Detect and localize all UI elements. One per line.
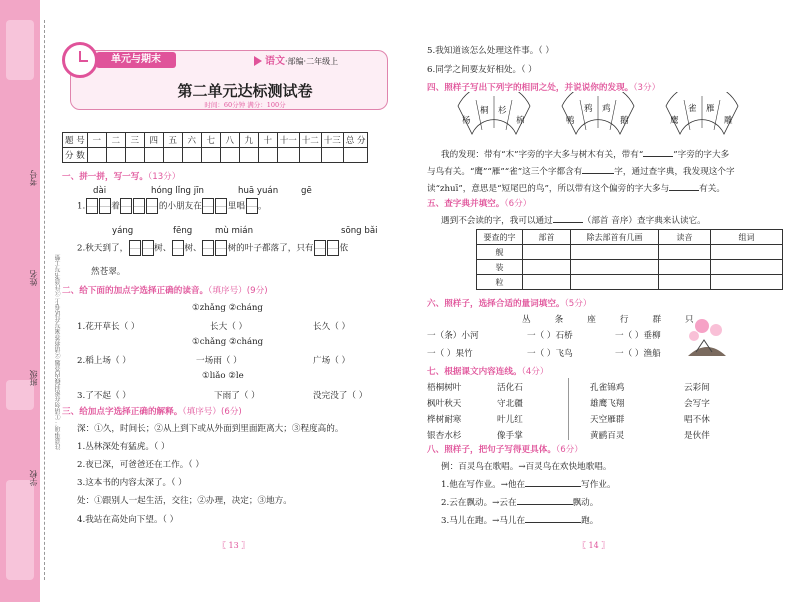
answer-blank[interactable] (669, 190, 699, 191)
s1-question-2-cont: 然苍翠。 (91, 267, 126, 277)
dict-answer-cell[interactable] (523, 275, 571, 290)
s2-item: 广场（ ） (313, 356, 351, 366)
section-1-title: 一、拼一拼，写一写。（13分） (62, 172, 181, 182)
s3-definition-1: 深：①久，时间长；②从上到下或从外面到里面距离大；③程度高的。 (77, 424, 344, 434)
match-item[interactable]: 黄鹂百灵 (590, 431, 625, 441)
score-row-label: 分 数 (63, 148, 88, 163)
dict-header-row (477, 230, 783, 245)
score-cell[interactable] (163, 148, 182, 163)
dict-answer-cell[interactable] (571, 245, 659, 260)
pinyin: dài (93, 186, 107, 196)
s2-options-1: ①zhǎng ②cháng (192, 303, 263, 313)
exam-no-label: 考号 (29, 170, 38, 186)
score-cell[interactable] (299, 148, 321, 163)
binding-strip (0, 0, 40, 602)
match-item[interactable]: 云彩间 (684, 383, 710, 393)
s4-text-line-2: 与鸟有关。“鹰”“雁”“雀”这三个字都含有 字，通过查字典，我发现这个字 (427, 167, 735, 177)
char-box[interactable] (120, 198, 132, 214)
score-header-cell: 五 (163, 133, 182, 148)
pinyin: yáng (112, 226, 134, 236)
s4-text-line-1: 我的发现：带有“木”字旁的字大多与树木有关，带有“ ”字旁的字大多 (441, 150, 730, 160)
s2-options-3: ①liǎo ②le (202, 371, 244, 381)
score-header-cell: 六 (182, 133, 201, 148)
dict-char: 装 (477, 260, 523, 275)
char-box[interactable] (202, 240, 214, 256)
answer-blank[interactable] (517, 504, 573, 505)
dict-header-cell: 部首 (523, 230, 571, 245)
score-cell[interactable] (144, 148, 163, 163)
score-header-cell: 十二 (299, 133, 321, 148)
score-header-cell: 十一 (277, 133, 299, 148)
s2-item: 长久（ ） (313, 322, 351, 332)
score-cell[interactable] (182, 148, 201, 163)
score-header-cell: 三 (125, 133, 144, 148)
score-header-cell: 一 (87, 133, 106, 148)
char-box[interactable] (215, 198, 227, 214)
column-divider (568, 378, 569, 440)
answer-blank[interactable] (525, 522, 581, 523)
section-3-title: 三、给加点字选择正确的解释。（填序号）(6分) (62, 407, 242, 417)
match-item[interactable]: 守北疆 (497, 399, 523, 409)
score-cell[interactable] (277, 148, 299, 163)
score-value-row (63, 148, 368, 163)
dict-char: 舰 (477, 245, 523, 260)
score-header-row (63, 133, 368, 148)
dict-answer-cell[interactable] (711, 260, 783, 275)
match-item[interactable]: 像手掌 (497, 431, 523, 441)
s3-item: 4.我站在高处向下望。（ ） (77, 515, 179, 525)
score-cell[interactable] (343, 148, 368, 163)
match-item[interactable]: 活化石 (497, 383, 523, 393)
s4-text-line-3: 读“zhuī”，意思是“短尾巴的鸟”，所以带有这个偏旁的字大多与 有关。 (427, 184, 725, 194)
section-5-title: 五、查字典并填空。（6分） (427, 199, 532, 209)
fan-diagram: 鹰 雀 雁 雕 (662, 92, 742, 136)
dict-answer-cell[interactable] (711, 275, 783, 290)
score-cell[interactable] (106, 148, 125, 163)
answer-blank[interactable] (582, 173, 614, 174)
match-item[interactable]: 会写字 (684, 399, 710, 409)
s2-item: 2.稻上场（ ） (77, 356, 131, 366)
pinyin: hóng lǐng jīn (151, 186, 204, 196)
measure-word: 条 (554, 315, 564, 325)
score-header-cell: 四 (144, 133, 163, 148)
dict-row (477, 260, 783, 275)
s3-item: 1.丛林深处有猛虎。（ ） (77, 442, 170, 452)
score-cell[interactable] (239, 148, 258, 163)
dict-answer-cell[interactable] (523, 245, 571, 260)
score-header-cell: 题 号 (63, 133, 88, 148)
s3-item: 6.同学之间要友好相处。（ ） (427, 65, 537, 75)
char-box[interactable] (314, 240, 326, 256)
binding-decoration (6, 20, 34, 80)
s2-item: 一场雨（ ） (196, 356, 242, 366)
dict-answer-cell[interactable] (711, 245, 783, 260)
char-box[interactable] (146, 198, 158, 214)
s8-item: 3.马儿在跑。→马儿在 跑。 (441, 516, 599, 526)
score-cell[interactable] (201, 148, 220, 163)
dict-answer-cell[interactable] (659, 245, 711, 260)
match-item[interactable]: 桦树耐寒 (427, 415, 462, 425)
page-number-left: 〖 13 〗 (218, 541, 250, 550)
match-item[interactable]: 孔雀锦鸡 (590, 383, 625, 393)
dict-answer-cell[interactable] (659, 260, 711, 275)
score-cell[interactable] (321, 148, 343, 163)
score-cell[interactable] (258, 148, 277, 163)
page-number-right: 〖 14 〗 (578, 541, 610, 550)
fan-diagram: 鸭 鸦 鸡 鹅 (558, 92, 638, 136)
score-cell[interactable] (220, 148, 239, 163)
pinyin: fēng (173, 226, 193, 236)
exam-meta: 时间：60分钟 满分：100分 (204, 101, 286, 109)
s3-item: 2.夜已深，可爸爸还在工作。（ ） (77, 460, 204, 470)
match-item[interactable]: 叶儿红 (497, 415, 523, 425)
section-6-title: 六、照样子，选择合适的量词填空。（5分） (427, 299, 592, 309)
subject-name: 语文 (265, 56, 285, 67)
score-header-cell: 九 (239, 133, 258, 148)
s2-item: 3.了不起（ ） (77, 391, 131, 401)
pinyin: huā yuán (238, 186, 279, 196)
dict-answer-cell[interactable] (523, 260, 571, 275)
match-item[interactable]: 雄鹰飞翔 (590, 399, 625, 409)
notice-text: 注意事项：①请勿在密封线内答题 ②请将答案写在试卷上 ③注意书写工整 (55, 254, 62, 450)
dict-answer-cell[interactable] (571, 260, 659, 275)
s3-item: 3.这本书的内容太深了。（ ） (77, 478, 187, 488)
char-box[interactable] (129, 240, 141, 256)
dict-header-cell: 读音 (659, 230, 711, 245)
score-cell[interactable] (87, 148, 106, 163)
match-item[interactable]: 梧桐树叶 (427, 383, 462, 393)
dict-row (477, 245, 783, 260)
char-box[interactable] (202, 198, 214, 214)
pinyin: gē (301, 186, 312, 196)
char-box[interactable] (172, 240, 184, 256)
s5-text: 遇到不会读的字，我可以通过 （部首 音序）查字典来认读它。 (441, 216, 706, 226)
char-box[interactable] (215, 240, 227, 256)
exam-title: 第二单元达标测试卷 (177, 82, 313, 100)
pinyin: sōng bǎi (341, 226, 378, 236)
s6-item: 一（条）小河 (427, 331, 479, 341)
match-item[interactable]: 银杏水杉 (427, 431, 462, 441)
school-label: 学校 (29, 470, 38, 486)
dict-header-cell: 除去部首有几画 (571, 230, 659, 245)
name-label: 姓名 (29, 270, 38, 286)
dict-char: 粒 (477, 275, 523, 290)
score-header-cell: 七 (201, 133, 220, 148)
section-2-title: 二、给下面的加点字选择正确的读音。（填序号）(9分) (62, 286, 268, 296)
subject-tag (254, 52, 338, 67)
class-label: 班级 (29, 370, 38, 386)
dict-row (477, 275, 783, 290)
char-box[interactable] (86, 198, 98, 214)
answer-blank[interactable] (643, 156, 673, 157)
dict-answer-cell[interactable] (659, 275, 711, 290)
play-arrow-icon (254, 56, 262, 66)
char-box[interactable] (99, 198, 111, 214)
match-item[interactable]: 唱不休 (684, 415, 710, 425)
score-header-cell: 总 分 (343, 133, 368, 148)
s2-options-2: ①chǎng ②cháng (192, 337, 264, 347)
pinyin: mù mián (215, 226, 254, 236)
s2-item: 没完没了（ ） (313, 391, 368, 401)
binding-decoration (6, 480, 34, 580)
section-7-title: 七、根据课文内容连线。（4分） (427, 367, 549, 377)
s3-definition-2: 处：①跟别人一起生活，交往；②办理，决定；③地方。 (77, 496, 292, 506)
fan-diagram: 杨 桐 杉 棉 (454, 92, 534, 136)
match-item[interactable]: 天空雁群 (590, 415, 625, 425)
s6-item: 一（ ）石桥 (527, 331, 573, 341)
char-box[interactable] (142, 240, 154, 256)
dictionary-table (476, 229, 783, 290)
score-header-cell: 八 (220, 133, 239, 148)
measure-word: 只 (685, 315, 694, 325)
match-item[interactable]: 枫叶秋天 (427, 399, 462, 409)
answer-blank[interactable] (525, 486, 581, 487)
s2-item: 1.花开草长（ ） (77, 322, 140, 332)
s6-item: 一（ ）飞鸟 (527, 349, 573, 359)
score-header-cell: 二 (106, 133, 125, 148)
answer-blank[interactable] (553, 222, 583, 223)
dict-header-cell: 要查的字 (477, 230, 523, 245)
score-table (62, 132, 368, 163)
s3-item: 5.我知道该怎么处理这件事。（ ） (427, 46, 554, 56)
flower-illustration (682, 314, 732, 358)
s8-example: 例：百灵鸟在歌唱。→百灵鸟在欢快地歌唱。 (441, 462, 612, 472)
s8-item: 1.他在写作业。→他在 写作业。 (441, 480, 616, 490)
section-8-title: 八、照样子，把句子写得更具体。（6分） (427, 445, 583, 455)
section-4-title: 四、照样子写出下列字的相同之处，并说说你的发现。（3分） (427, 83, 661, 93)
char-box[interactable] (327, 240, 339, 256)
s2-item: 长大（ ） (210, 322, 248, 332)
measure-word: 丛 (522, 315, 531, 325)
score-cell[interactable] (125, 148, 144, 163)
s2-item: 下雨了（ ） (214, 391, 260, 401)
s6-item: 一（ ）渔船 (615, 349, 661, 359)
s6-item: 一（ ）垂柳 (615, 331, 661, 341)
measure-word: 行 (619, 315, 629, 325)
s1-question-1: 1. 着 的小朋友在 里唱 。 (77, 198, 267, 214)
match-item[interactable]: 是伙伴 (684, 431, 710, 441)
char-box[interactable] (133, 198, 145, 214)
dict-header-cell: 组词 (711, 230, 783, 245)
s8-item: 2.云在飘动。→云在 飘动。 (441, 498, 599, 508)
score-header-cell: 十三 (321, 133, 343, 148)
alarm-clock-icon (62, 42, 98, 78)
s6-item: 一（ ）果竹 (427, 349, 473, 359)
score-header-cell: 十 (258, 133, 277, 148)
char-box[interactable] (246, 198, 258, 214)
measure-word: 座 (587, 315, 596, 325)
dict-answer-cell[interactable] (571, 275, 659, 290)
unit-banner: 单元与期末 (96, 52, 176, 68)
measure-word: 群 (652, 315, 662, 325)
subject-edition: ·部编·二年级上 (285, 57, 339, 66)
s1-question-2: 2.秋天到了， 树、 树、 树的叶子都落了，只有 依 (77, 240, 348, 256)
